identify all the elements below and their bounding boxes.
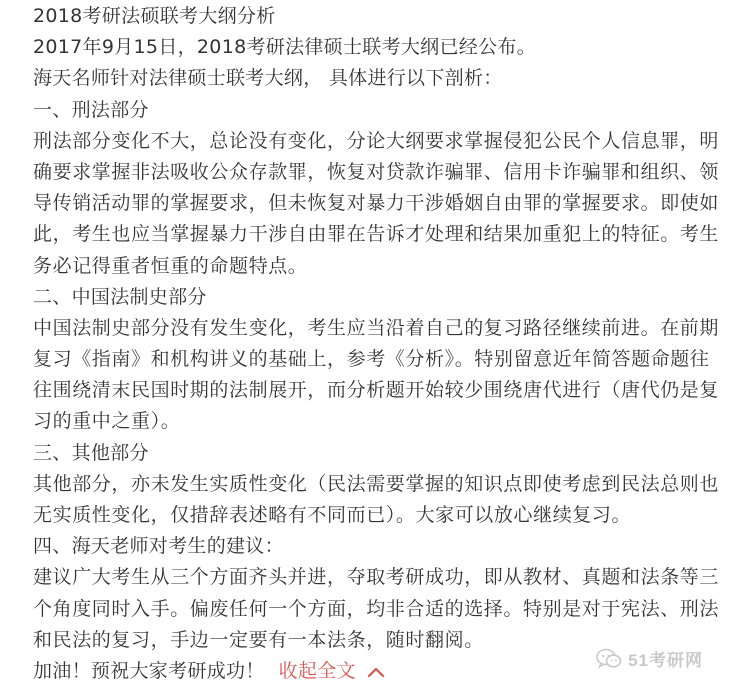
paragraph-line: 此，考生也应当掌握暴力干涉自由罪在告诉才处理和结果加重犯上的特征。考生 xyxy=(33,223,720,246)
section-heading-other: 三、其他部分 xyxy=(33,441,149,464)
legal-history-paragraph xyxy=(33,313,723,438)
other-paragraph xyxy=(33,469,723,531)
chevron-up-icon xyxy=(366,665,386,679)
paragraph-line: 无实质性变化，仅措辞表述略有不同而已）。大家可以放心继续复习。 xyxy=(33,504,632,526)
advice-paragraph xyxy=(33,562,723,656)
paragraph-line: 中国法制史部分没有发生变化，考生应当沿着自己的复习路径继续前进。在前期 xyxy=(33,316,720,339)
collapse-label: 收起全文 xyxy=(278,659,356,682)
section-heading-advice: 四、海天老师对考生的建议： xyxy=(33,535,284,558)
paragraph-line: 个角度同时入手。偏废任何一个方面，均非合适的选择。特别是对于宪法、刑法 xyxy=(33,597,720,620)
paragraph-line: 导传销活动罪的掌握要求，但未恢复对暴力干涉婚姻自由罪的掌握要求。即使如 xyxy=(33,192,720,215)
section-heading-legal-history: 二、中国法制史部分 xyxy=(33,285,207,308)
collapse-full-text-button[interactable] xyxy=(279,656,386,687)
paragraph-line: 习的重中之重）。 xyxy=(33,410,181,433)
closing-text: 加油！预祝大家考研成功！ xyxy=(33,659,265,682)
paragraph-line: 务必记得重者恒重的命题特点。 xyxy=(33,254,308,277)
article-title: 2018考研法硕联考大纲分析 xyxy=(33,5,276,27)
site-watermark xyxy=(596,646,703,671)
paragraph-line: 确要求掌握非法吸收公众存款罪，恢复对贷款诈骗罪、信用卡诈骗罪和组织、领 xyxy=(33,160,720,183)
criminal-law-paragraph xyxy=(33,126,723,282)
paragraph-line: 建议广大考生从三个方面齐头并进，夺取考研成功，即从教材、真题和法条等三 xyxy=(33,566,720,589)
watermark-text: 51考研网 xyxy=(628,651,703,670)
wechat-icon xyxy=(596,648,622,670)
paragraph-line: 刑法部分变化不大，总论没有变化，分论大纲要求掌握侵犯公民个人信息罪，明 xyxy=(33,129,720,152)
paragraph-line: 其他部分，亦未发生实质性变化（民法需要掌握的知识点即使考虑到民法总则也 xyxy=(33,472,720,495)
publish-date-line: 2017年9月15日，2018考研法律硕士联考大纲已经公布。 xyxy=(33,36,536,59)
section-heading-criminal-law: 一、刑法部分 xyxy=(33,98,149,121)
paragraph-line: 往围绕清末民国时期的法制展开，而分析题开始较少围绕唐代进行（唐代仍是复 xyxy=(33,379,720,402)
article-body xyxy=(33,0,723,687)
paragraph-line: 和民法的复习，手边一定要有一本法条，随时翻阅。 xyxy=(33,628,484,651)
intro-line: 海天名师针对法律硕士联考大纲， 具体进行以下剖析： xyxy=(33,67,503,90)
paragraph-line: 复习《指南》和机构讲义的基础上，参考《分析》。特别留意近年简答题命题往 xyxy=(33,348,710,371)
